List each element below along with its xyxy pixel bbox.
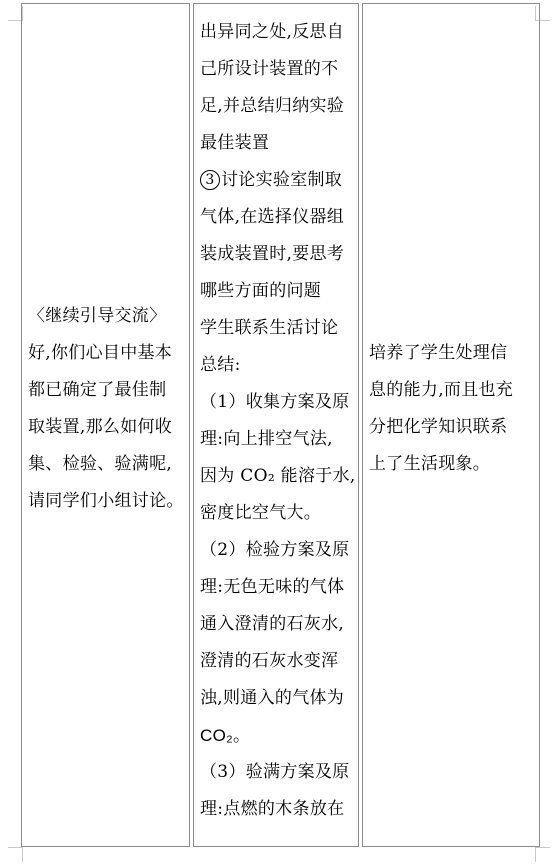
text-line: （3）验满方案及原: [200, 762, 350, 782]
text-line: 装成装置时,要思考: [200, 244, 345, 264]
text-line: 培养了学生处理信: [369, 343, 508, 363]
lesson-plan-table: [18, 0, 543, 850]
text-line: 集、检验、验满呢,: [28, 454, 173, 474]
text-line: 息的能力,而且也充: [369, 380, 514, 400]
text-line: 理:点燃的木条放在: [200, 799, 345, 819]
text-line: 最佳装置: [200, 133, 270, 153]
text-line: （2）检验方案及原: [200, 540, 350, 560]
design-intent-cell: [362, 3, 540, 847]
text-line-numbered: [200, 162, 353, 199]
text-line: （1）收集方案及原: [200, 392, 350, 412]
text-line: 学生联系生活讨论: [200, 318, 339, 338]
text-line: 上了生活现象。: [369, 454, 491, 474]
text-line: 总结:: [200, 355, 241, 375]
text-line: 密度比空气大。: [200, 503, 322, 523]
text-line: 哪些方面的问题: [200, 281, 322, 301]
teacher-activity-text: [22, 298, 189, 520]
text-line: 理:无色无味的气体: [200, 577, 345, 597]
student-activity-text: [194, 4, 358, 828]
text-line: 好,你们心目中基本: [28, 343, 173, 363]
text-line: 出异同之处,反思自: [200, 22, 345, 42]
table-row: [21, 3, 540, 847]
text-line: 请同学们小组讨论。: [28, 491, 184, 511]
text-line: 因为 CO₂ 能溶于水,: [200, 466, 356, 486]
text-line: CO₂。: [200, 726, 251, 745]
text-line: 浊,则通入的气体为: [200, 688, 345, 708]
text-line: 己所设计装置的不: [200, 59, 339, 79]
text-line: 气体,在选择仪器组: [200, 207, 345, 227]
text-line: 通入澄清的石灰水,: [200, 614, 345, 634]
teacher-activity-cell: [21, 3, 190, 847]
text-line: 足,并总结归纳实验: [200, 96, 345, 116]
text-line: 分把化学知识联系: [369, 417, 508, 437]
text-line: 都已确定了最佳制: [28, 380, 167, 400]
text-line: 取装置,那么如何收: [28, 417, 173, 437]
student-activity-cell: [193, 3, 359, 847]
text-line: 〈继续引导交流〉: [28, 306, 167, 326]
text-line: 澄清的石灰水变浑: [200, 651, 339, 671]
circled-number-3-icon: 3: [200, 170, 220, 190]
design-intent-text: [363, 335, 539, 483]
text-line: 理:向上排空气法,: [200, 429, 333, 449]
text-line-rest: 讨论实验室制取: [221, 170, 343, 190]
